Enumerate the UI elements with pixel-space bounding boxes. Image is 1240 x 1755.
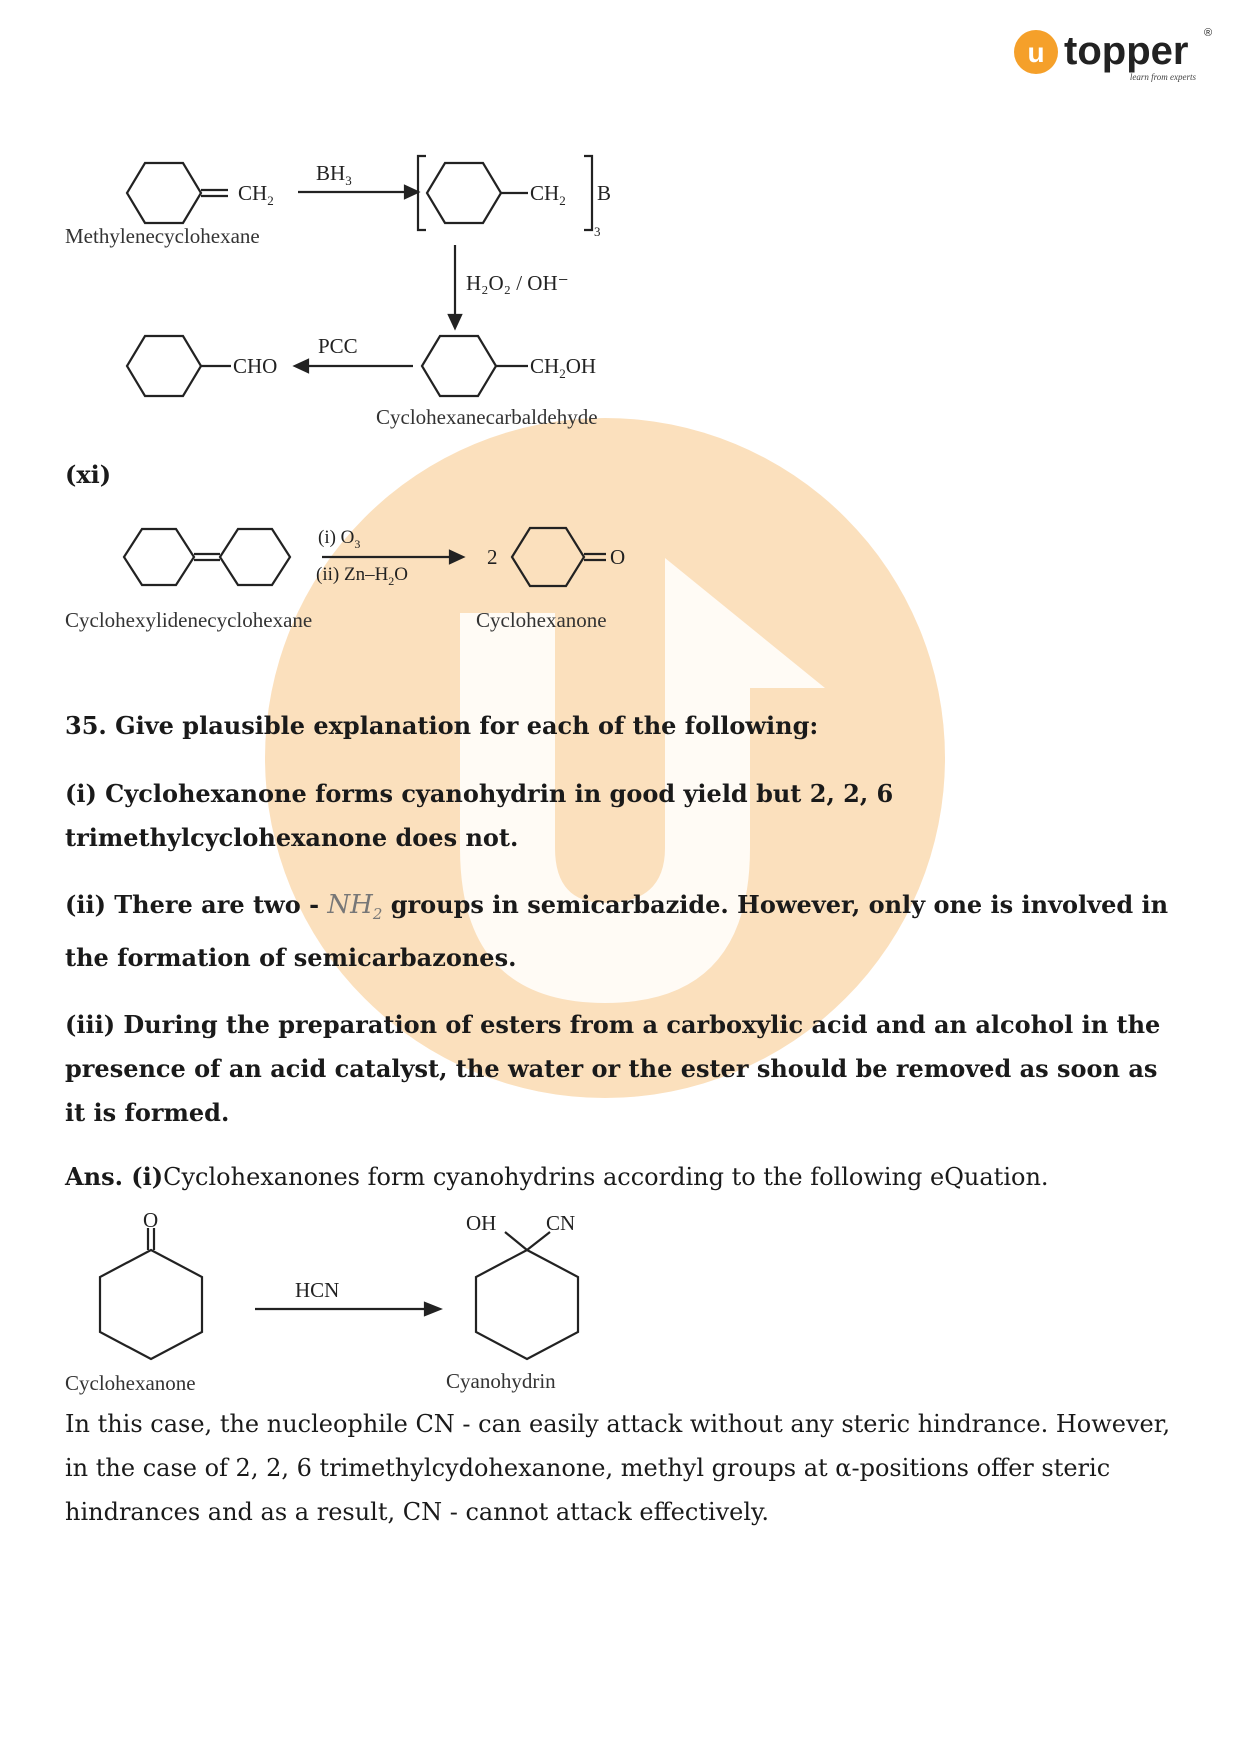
cyclohexane-ring-7 — [512, 528, 584, 586]
cyclohexane-ring-6 — [220, 529, 290, 585]
cyanohydrin-ring — [476, 1250, 578, 1359]
cyanohydrin-name: Cyanohydrin — [446, 1369, 556, 1393]
part-ii-text-a: (ii) There are two - — [65, 890, 320, 919]
carbonyl-oxygen-1: O — [610, 545, 626, 569]
reaction-schemes-top — [0, 0, 1240, 640]
part-ii-text-b: groups in semicarbazide. However, only one is involved in the formation of semicarbazones. — [65, 890, 1169, 973]
stoichiometric-coefficient: 2 — [487, 545, 498, 569]
reagent-pcc: PCC — [318, 334, 358, 358]
bracket-left — [418, 156, 426, 230]
answer-prefix: Ans. (i) — [65, 1162, 164, 1191]
reagent-h2o2: H₂O₂ / OH⁻ — [466, 271, 569, 295]
carbonyl-oxygen-2: O — [143, 1210, 159, 1232]
cyclohexane-ring-4 — [127, 336, 201, 396]
cyanohydrin-scheme — [0, 1210, 1240, 1400]
logo-registered-mark: ® — [1204, 27, 1213, 39]
subpart-label-xi: (xi) — [65, 460, 112, 489]
ch2oh-label: $CH_2OH$ — [530, 354, 597, 381]
cyclohexane-ring-1 — [127, 163, 201, 223]
cho-label: CHO — [233, 354, 278, 378]
logo-wordmark: topper — [1064, 29, 1189, 73]
bracket-subscript: 3 — [594, 224, 601, 239]
nh2-formula: $NH_2$ — [327, 890, 383, 924]
answer-intro — [65, 1155, 1175, 1199]
reagent-hcn: HCN — [295, 1278, 340, 1302]
boron-label: B — [597, 181, 612, 205]
reagent-bh3: $BH_3$ — [316, 161, 352, 188]
ozonolysis-step2: (ii) $Zn-H_2O$ — [316, 564, 409, 588]
cyano-label: CN — [546, 1211, 576, 1235]
question-35-part-iii: (iii) During the preparation of esters from a carboxylic acid and an alcohol in the presence of an acid catalyst, the water or the ester should be removed as soon as it is formed. — [65, 1010, 1161, 1127]
cyclohexane-ring-2 — [427, 163, 501, 223]
ch2-label-2: $CH_2$ — [530, 181, 566, 208]
answer-intro-text: Cyclohexanones form cyanohydrins according to the following eQuation. — [163, 1163, 1049, 1191]
logo-tagline: learn from experts — [1129, 72, 1196, 82]
bracket-right — [584, 156, 592, 230]
question-35-title: 35. Give plausible explanation for each of the following: — [65, 711, 819, 740]
cyclohexane-ring-5 — [124, 529, 194, 585]
cyclohexanecarbaldehyde-name: Cyclohexanecarbaldehyde — [376, 405, 598, 429]
cyclohexanone-ring — [100, 1250, 202, 1359]
methylenecyclohexane-name: Methylenecyclohexane — [65, 224, 260, 248]
cyclohexanone-name-1: Cyclohexanone — [476, 608, 607, 632]
ozonolysis-step1: (i) $O_3$ — [318, 527, 361, 551]
hydroxyl-label: OH — [466, 1211, 497, 1235]
question-35-part-ii — [65, 883, 1175, 980]
ch2-label-1: $CH_2$ — [238, 181, 274, 208]
logo-badge-letter: u — [1027, 37, 1045, 68]
question-35-part-i: (i) Cyclohexanone forms cyanohydrin in good yield but 2, 2, 6 trimethylcyclohexanone does not. — [65, 779, 894, 852]
cyclohexanone-name-2: Cyclohexanone — [65, 1371, 196, 1395]
answer-paragraph: In this case, the nucleophile CN - can easily attack without any steric hindrance. However, in the case of 2, 2, 6 trimethylcydohexanone, methyl groups at α-positions offer steric hindrances and as a result, CN - cannot attack effectively. — [65, 1410, 1171, 1526]
cyclohexylidenecyclohexane-name: Cyclohexylidenecyclohexane — [65, 608, 313, 632]
cyclohexane-ring-3 — [422, 336, 496, 396]
